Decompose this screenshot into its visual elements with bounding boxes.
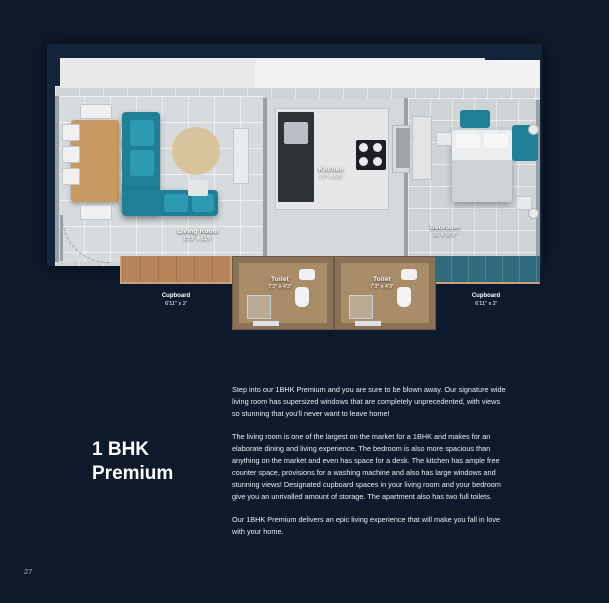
room-label-title: Bedroom bbox=[430, 224, 460, 231]
room-label-dimensions: 7'3" x 4'3" bbox=[369, 284, 395, 291]
shower-area bbox=[349, 295, 373, 319]
cupboard-label-dimensions: 6'11" x 2' bbox=[165, 300, 187, 307]
page-title bbox=[92, 438, 212, 486]
bed-blanket bbox=[452, 160, 512, 202]
bedroom-wardrobe bbox=[412, 116, 432, 180]
toilet-door bbox=[253, 321, 279, 326]
cupboard-label-dimensions: 6'11" x 2' bbox=[475, 300, 497, 307]
hob-burner bbox=[373, 143, 382, 152]
sofa-cushion bbox=[130, 120, 154, 146]
round-rug bbox=[172, 127, 220, 175]
refrigerator bbox=[396, 128, 410, 168]
shower-area bbox=[247, 295, 271, 319]
room-label-title: Living Room bbox=[177, 228, 219, 235]
dining-chair bbox=[62, 124, 80, 141]
plan-marker-icon bbox=[528, 208, 539, 219]
dining-chair bbox=[62, 146, 80, 163]
room-label-title: Toilet bbox=[270, 276, 290, 283]
room-label-dimensions: 7'3" x 4'3" bbox=[267, 284, 293, 291]
description-paragraph: Step into our 1BHK Premium and you are sure to be blown away. Our signature wide living room has supersized windows that are completely unprecedented, with views so stunning that you'll never want to leave home! bbox=[232, 385, 506, 419]
room-label-dimensions: 15'3" x 11'6" bbox=[183, 236, 213, 243]
description-section bbox=[0, 370, 609, 603]
sofa-cushion bbox=[192, 194, 214, 212]
tv-console bbox=[233, 128, 249, 184]
sofa-cushion bbox=[130, 150, 154, 176]
room-label-kitchen bbox=[296, 166, 366, 181]
room-label-title: Toilet bbox=[372, 276, 392, 283]
hob-burner bbox=[359, 157, 368, 166]
toilet-door bbox=[355, 321, 381, 326]
left-exterior-wall bbox=[55, 96, 59, 262]
description-paragraph: Our 1BHK Premium delivers an epic living experience that will make you fall in love with your home. bbox=[232, 515, 501, 537]
nightstand bbox=[436, 132, 452, 146]
room-label-bedroom bbox=[400, 224, 490, 239]
page-title-line-2: Premium bbox=[92, 462, 174, 484]
room-label-toilet-right bbox=[350, 276, 414, 291]
cupboard-label-right bbox=[440, 293, 532, 307]
cupboard-right bbox=[434, 256, 540, 282]
cupboard-label-title: Cupboard bbox=[161, 293, 191, 299]
room-label-living-room bbox=[148, 228, 248, 243]
cupboard-left bbox=[122, 256, 230, 282]
dining-chair bbox=[80, 104, 112, 119]
cupboard-label-title: Cupboard bbox=[471, 293, 501, 299]
side-table bbox=[188, 180, 208, 196]
room-label-toilet-left bbox=[248, 276, 312, 291]
dining-chair bbox=[62, 168, 80, 185]
bedroom-bench bbox=[460, 110, 490, 128]
room-label-title: Kitchen bbox=[318, 166, 344, 173]
hob-burner bbox=[359, 143, 368, 152]
hob-burner bbox=[373, 157, 382, 166]
pillow bbox=[456, 134, 480, 148]
description-copy bbox=[232, 384, 508, 549]
sofa-cushion bbox=[164, 194, 188, 212]
entry-door-leaf bbox=[60, 215, 63, 261]
kitchen-sink bbox=[284, 122, 308, 144]
plan-marker-icon bbox=[528, 124, 539, 135]
description-paragraph: The living room is one of the largest on the market for a 1BHK and makes for an elaborate dining and living experience. The bedroom is also more spacious than anything on the market and even has space for a desk. The kitchen has ample free counter space, provisions for a washing machine and also has large windows and stunning views! Designated cupboard spaces in your living room and your bedroom give you an unrivalled amount of storage. The apartment also has two full toilets. bbox=[232, 432, 501, 502]
room-label-dimensions: 7'7" x 6'5" bbox=[318, 174, 344, 181]
interior-partition-wall bbox=[263, 98, 267, 258]
page-number: 27 bbox=[24, 567, 33, 576]
page-title-line-1: 1 BHK bbox=[92, 439, 150, 460]
pillow bbox=[484, 134, 508, 148]
cupboard-label-left bbox=[130, 293, 222, 307]
room-label-dimensions: 11' x 10'2" bbox=[432, 232, 458, 239]
toilet-block-right bbox=[334, 256, 436, 330]
plan-top-wall-band-secondary bbox=[255, 60, 540, 88]
toilet-block-left bbox=[232, 256, 334, 330]
